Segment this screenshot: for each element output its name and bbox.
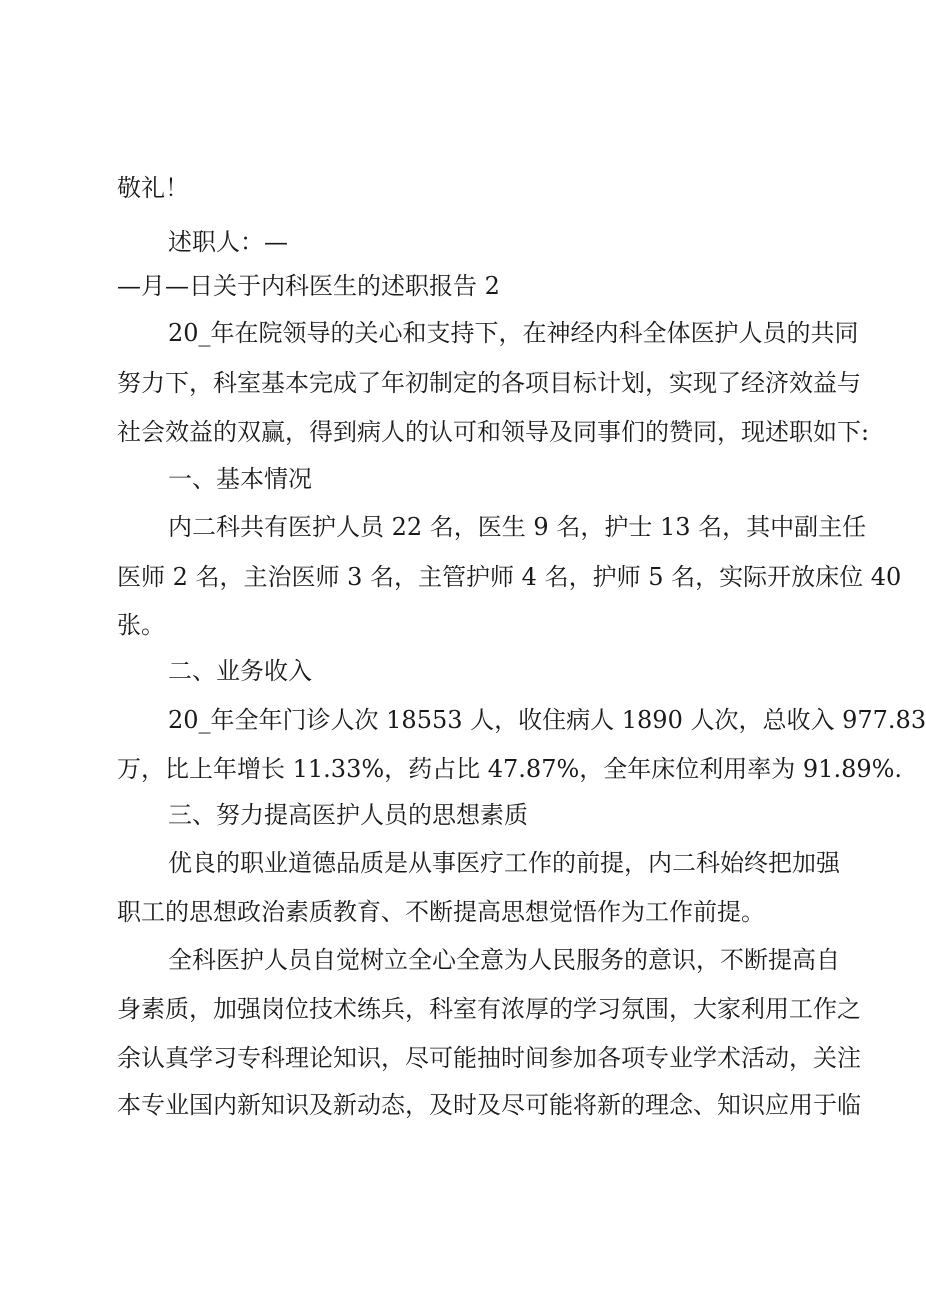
date-title-line: —月—日关于内科医生的述职报告 2 (117, 272, 500, 300)
body-line: 职工的思想政治素质教育、不断提高思想觉悟作为工作前提。 (117, 898, 765, 926)
body-line: 本专业国内新知识及新动态，及时及尽可能将新的理念、知识应用于临 (117, 1091, 861, 1119)
body-line: 医师 2 名，主治医师 3 名，主管护师 4 名，护师 5 名，实际开放床位 40 (117, 563, 902, 591)
body-line: 张。 (117, 611, 165, 639)
closing-line: 敬礼！ (117, 174, 189, 202)
intro-line: 努力下，科室基本完成了年初制定的各项目标计划，实现了经济效益与 (117, 369, 861, 397)
body-line: 身素质，加强岗位技术练兵，科室有浓厚的学习氛围，大家利用工作之 (117, 995, 861, 1023)
body-line: 余认真学习专科理论知识，尽可能抽时间参加各项专业学术活动，关注 (117, 1044, 861, 1072)
intro-line: 社会效益的双赢，得到病人的认可和领导及同事们的赞同，现述职如下: (117, 418, 870, 446)
body-line: 全科医护人员自觉树立全心全意为人民服务的意识，不断提高自 (168, 946, 840, 974)
signature-line: 述职人：— (168, 228, 288, 256)
section-heading: 一、基本情况 (168, 465, 312, 493)
body-line: 优良的职业道德品质是从事医疗工作的前提，内二科始终把加强 (168, 849, 840, 877)
section-heading: 二、业务收入 (168, 657, 312, 685)
body-line: 万，比上年增长 11.33%，药占比 47.87%，全年床位利用率为 91.89%. (117, 755, 903, 783)
body-line: 内二科共有医护人员 22 名，医生 9 名，护士 13 名，其中副主任 (168, 513, 867, 541)
intro-line: 20_年在院领导的关心和支持下，在神经内科全体医护人员的共同 (168, 319, 859, 347)
body-line: 20_年全年门诊人次 18553 人，收住病人 1890 人次，总收入 977.83 (168, 706, 926, 734)
section-heading: 三、努力提高医护人员的思想素质 (168, 801, 528, 829)
